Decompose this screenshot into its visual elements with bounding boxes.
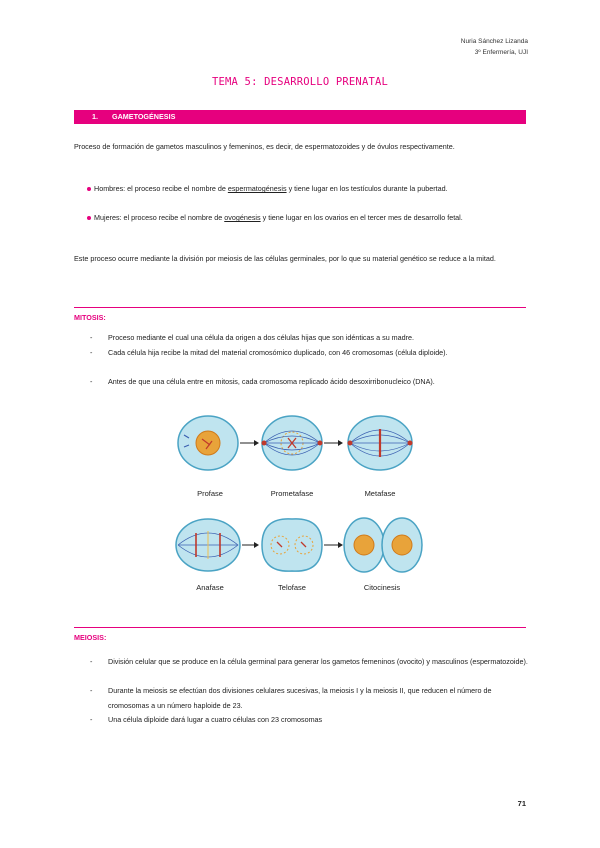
mitosis-item [90,331,530,346]
meiosis-item-text: Una célula diploide dará lugar a cuatro células con 23 cromosomas [108,715,323,724]
bullet-rest: y tiene lugar en los ovarios en el tercer mes de desarrollo fetal. [260,213,463,222]
mitosis-item-text: Proceso mediante el cual una célula da origen a dos células hijas que son idénticas a su madre. [108,333,415,342]
cell-citocinesis [344,518,422,572]
term-ovogenesis: ovogénesis [224,213,261,222]
bullet-dot [87,216,91,220]
label-telofase: Telofase [278,583,306,592]
mitosis-item-text: Antes de que una célula entre en mitosis, cada cromosoma replicado ácido desoxirribonucleico (DNA). [108,377,435,386]
label-prometafase: Prometafase [270,489,314,498]
term-espermatogenesis: espermatogénesis [227,184,287,193]
page-title: TEMA 5: DESARROLLO PRENATAL [211,76,389,88]
dash-marker: - [90,657,93,666]
divider-mitosis [74,307,526,308]
course-name: 3º Enfermería, UJI [474,49,528,56]
author-name: Nuria Sánchez Lizanda [460,38,528,45]
bullet-mujeres [94,211,528,226]
cell-metafase [348,416,413,470]
intro-paragraph: Proceso de formación de gametos masculinos y femeninos, es decir, de espermatozoides y de óvulos respectivamente. [74,142,455,151]
meiosis-item-text: Durante la meiosis se efectúan dos divisiones celulares sucesivas, la meiosis I y la meiosis II, que reducen el número de cromosomas a un número haploide de 23. [108,686,492,710]
cell-anafase [176,519,240,571]
mitosis-item-text: Cada célula hija recibe la mitad del material cromosómico duplicado, con 46 cromosomas (célula diploide). [108,348,448,357]
mitosis-diagram [170,405,432,605]
bullet-dot [87,187,91,191]
section-label: GAMETOGÉNESIS [112,112,176,121]
label-profase: Profase [197,489,223,498]
section-number: 1. [92,112,98,121]
cell-profase [178,416,238,470]
dash-marker: - [90,333,93,342]
bullet-lead: Mujeres: el proceso recibe el nombre de [94,213,225,222]
meiosis-item [90,713,530,728]
mitosis-heading: MITOSIS: [74,313,106,322]
dash-marker: - [90,686,93,695]
mitosis-figure [170,405,432,605]
page-number: 71 [517,799,526,808]
bullet-rest: y tiene lugar en los testículos durante la pubertad. [286,184,448,193]
cell-prometafase [262,416,323,470]
dash-marker: - [90,715,93,724]
page-header [461,36,528,58]
divider-meiosis [74,627,526,628]
bullet-hombres [94,182,528,197]
cell-telofase [262,519,322,571]
section-heading-bar [74,110,526,124]
meiosis-item [90,655,530,670]
meiosis-item [90,684,530,713]
dash-marker: - [90,377,93,386]
bullet-lead: Hombres: el proceso recibe el nombre de [94,184,228,193]
dash-marker: - [90,348,93,357]
mitosis-item [90,346,530,361]
label-citocinesis: Citocinesis [363,583,401,592]
label-anafase: Anafase [196,583,224,592]
mitosis-item [90,375,530,390]
label-metafase: Metafase [364,489,396,498]
meiosis-summary-paragraph: Este proceso ocurre mediante la división por meiosis de las células germinales, por lo que su material genético se reduce a la mitad. [74,254,496,263]
meiosis-item-text: División celular que se produce en la célula germinal para generar los gametos femeninos (ovocito) y masculinos (espermatozoide). [108,657,528,666]
meiosis-heading: MEIOSIS: [74,633,107,642]
